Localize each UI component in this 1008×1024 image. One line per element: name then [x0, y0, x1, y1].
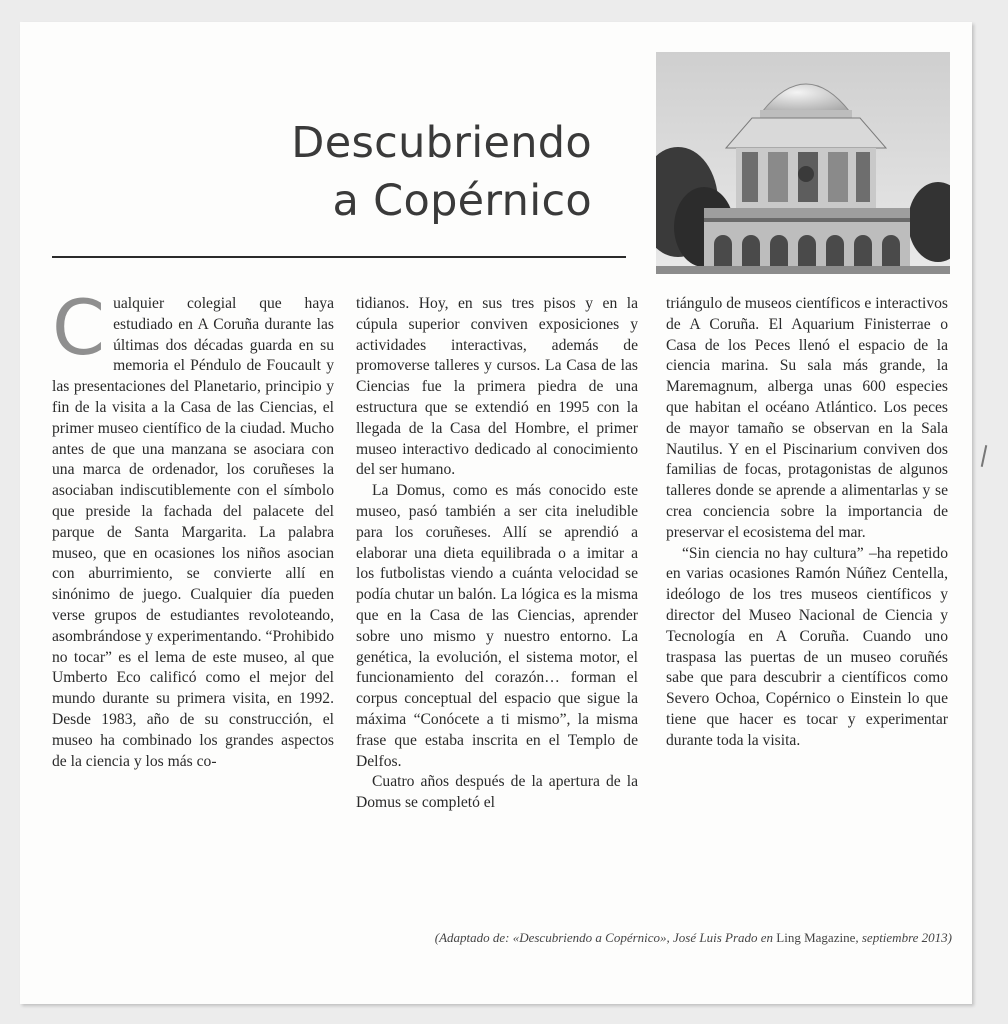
source-prefix: (Adaptado de: «Descubriendo a Copérnico», José Luis Prado en — [434, 930, 777, 945]
article-column-2 — [356, 294, 638, 814]
article-paragraph: La Domus, como es más conocido este museo, pasó también a ser cita ineludible para los coruñeses. Allí se aprendió a elaborar una dieta equilibrada o a imitar a los futbolistas viendo a cuánta velocidad se podía chutar un balón. La lógica es la misma que en la Casa de las Ciencias, aprender sobre uno mismo y nuestro entorno. La genética, la evolución, el sistema motor, el funcionamiento del corazón… forman el corpus conceptual del espacio que sigue la máxima “Conócete a ti mismo”, la misma frase que estaba inscrita en el Templo de Delfos. — [356, 482, 638, 770]
drop-cap: C — [52, 283, 106, 372]
article-paragraph: ualquier colegial que haya estudiado en A Coruña durante las últimas dos décadas guarda en su memoria el Péndulo de Foucault y las presentaciones del Planetario, principio y fin de la visita a la Casa de las Ciencias, el primer museo científico de la ciudad. Mucho antes de que una manzana se asociara con una marca de ordenador, los coruñeses la asociaban indiscutiblemente con el símbolo que preside la fachada del palacete del parque de Santa Margarita. La palabra museo, que en ocasiones los niños asocian con aburrimiento, se convierte allí en sinónimo de juego. Cualquier día pueden verse grupos de estudiantes revoloteando, asombrándose y experimentando. “Prohibido no tocar” es el lema de este museo, al que Umberto Eco calificó como el mejor del mundo durante su primera visita, en 1992. Desde 1983, año de su construcción, el museo ha combinado los grandes aspectos de la ciencia y los más co- — [52, 295, 334, 770]
magazine-page — [20, 22, 972, 1004]
source-magazine: Ling Magazine — [776, 930, 856, 945]
article-paragraph: triángulo de museos científicos e interactivos de A Coruña. El Aquarium Finisterrae o Casa de los Peces llenó el espacio de la ciencia marina. Su sala más grande, la Maremagnum, alberga unas 600 especies que habitan el océano Atlántico. Los peces de mayor tamaño se observan en la Sala Nautilus. Y en el Piscinarium conviven dos familias de focas, protagonistas de algunos talleres donde se aprende a alimentarlas y se crea conciencia sobre la importancia de preservar el ecosistema del mar. — [666, 295, 948, 541]
source-citation — [435, 930, 952, 946]
planetarium-illustration — [656, 52, 950, 274]
article-column-1 — [52, 283, 334, 772]
article-column-3 — [666, 294, 948, 752]
margin-mark — [981, 445, 988, 467]
article-paragraph: Cuatro años después de la apertura de la Domus se completó el — [356, 773, 638, 812]
article-title — [291, 114, 592, 230]
article-paragraph: tidianos. Hoy, en sus tres pisos y en la cúpula superior conviven exposiciones y actividades interactivas, además de promoverse talleres y cursos. La Casa de las Ciencias fue la primera piedra de una estructura que se extendió en 1995 con la llegada de la Casa del Hombre, el primer museo interactivo dedicado al conocimiento del ser humano. — [356, 295, 638, 479]
source-suffix: , septiembre 2013) — [855, 930, 952, 945]
title-rule — [52, 256, 626, 258]
title-line-1: Descubriendo — [291, 118, 592, 168]
article-paragraph: “Sin ciencia no hay cultura” –ha repetido en varias ocasiones Ramón Núñez Centella, ideólogo de los tres museos científicos y director del Museo Nacional de Ciencia y Tecnología en A Coruña. Cuando uno traspasa las puertas de un museo coruñés sabe que para descubrir a científicos como Severo Ochoa, Copérnico o Einstein lo que tiene que hacer es tocar y experimentar durante toda la visita. — [666, 544, 948, 749]
title-line-2: a Copérnico — [332, 176, 592, 226]
planetarium-photo — [656, 52, 950, 274]
